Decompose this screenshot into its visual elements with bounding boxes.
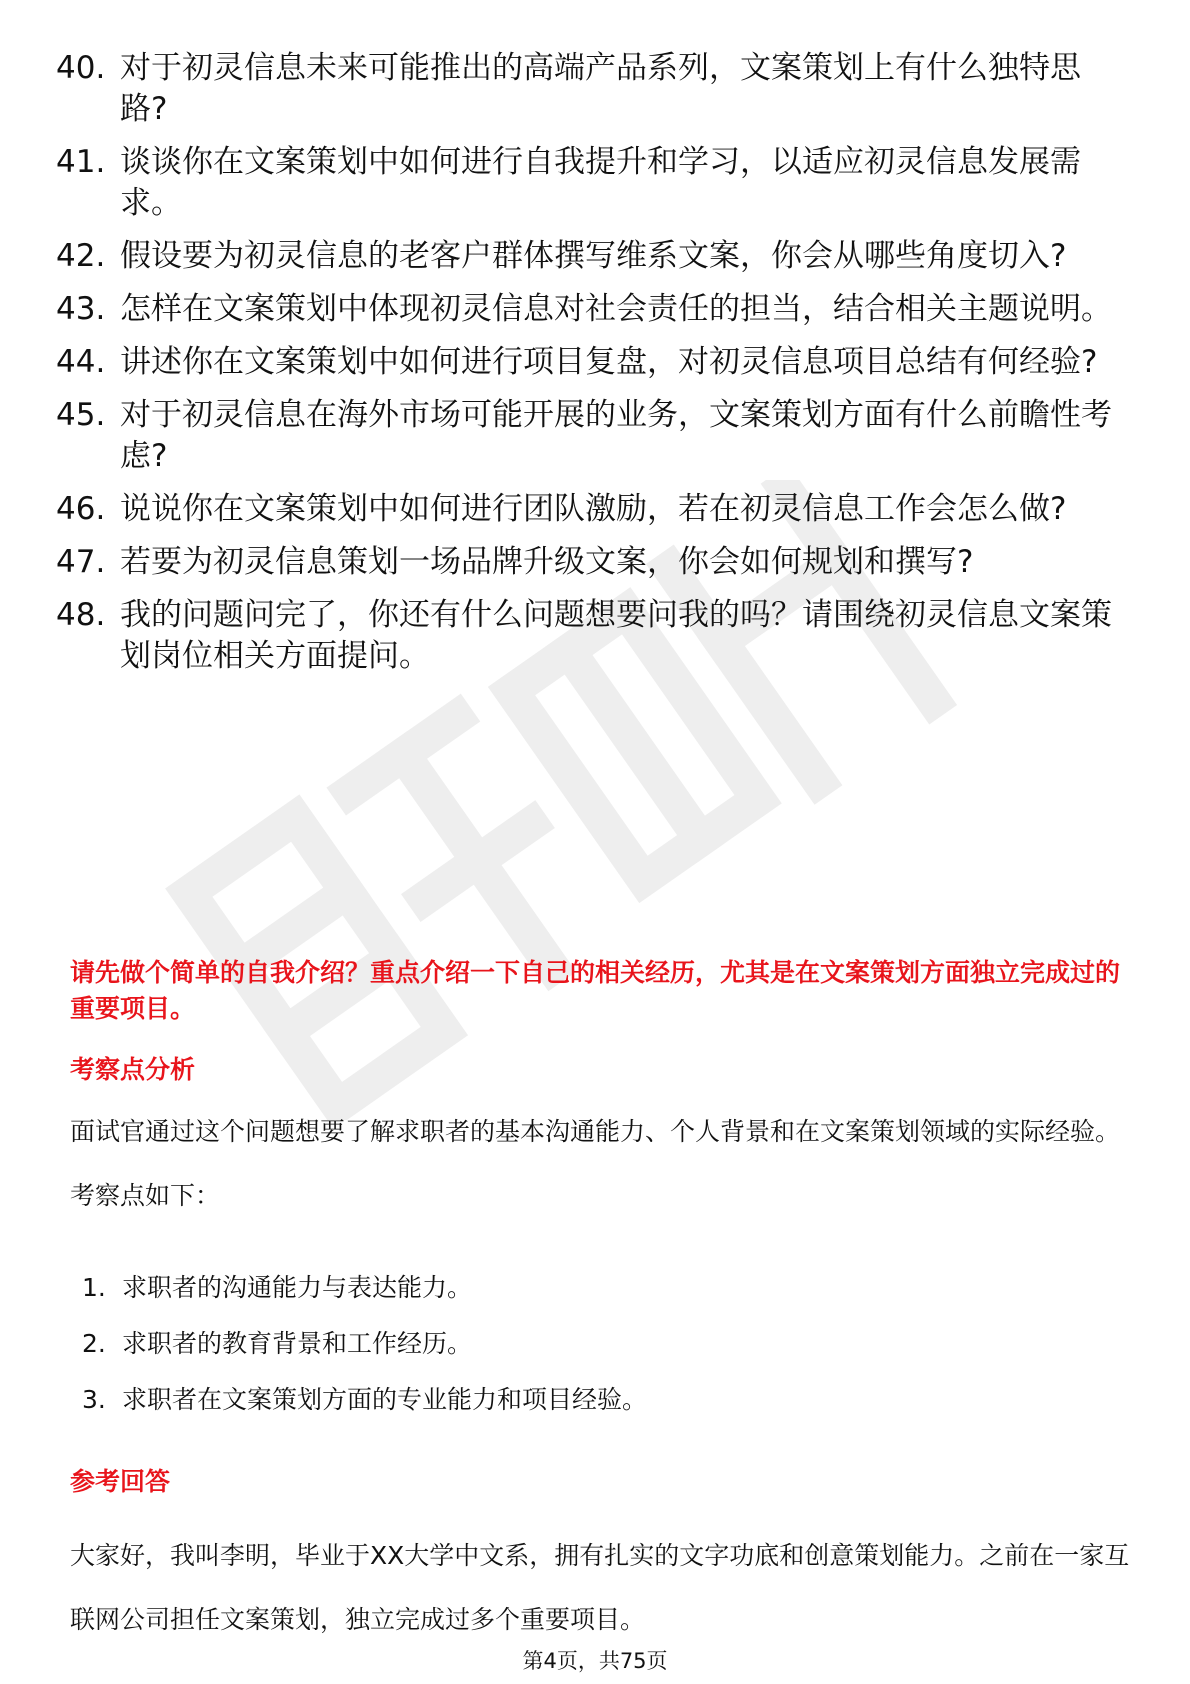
list-item xyxy=(56,342,1126,383)
point-number: 2. xyxy=(82,1329,106,1358)
list-item xyxy=(56,595,1126,677)
question-text: 假设要为初灵信息的老客户群体撰写维系文案，你会从哪些角度切入? xyxy=(120,238,1067,274)
question-text: 若要为初灵信息策划一场品牌升级文案，你会如何规划和撰写? xyxy=(120,544,974,580)
answer-heading: 参考回答 xyxy=(70,1467,171,1496)
question-number: 40. xyxy=(56,50,106,86)
question-number: 46. xyxy=(56,491,106,527)
point-text: 求职者在文案策划方面的专业能力和项目经验。 xyxy=(122,1385,648,1414)
list-item xyxy=(56,289,1126,330)
question-number: 42. xyxy=(56,238,106,274)
list-item xyxy=(56,489,1126,530)
list-item xyxy=(56,142,1126,224)
question-text: 说说你在文案策划中如何进行团队激励，若在初灵信息工作会怎么做? xyxy=(120,491,1067,527)
list-item xyxy=(56,48,1126,130)
question-number: 45. xyxy=(56,397,106,433)
question-number: 41. xyxy=(56,144,106,180)
question-text: 讲述你在文案策划中如何进行项目复盘，对初灵信息项目总结有何经验? xyxy=(120,344,1098,380)
list-item xyxy=(82,1316,647,1372)
list-item xyxy=(82,1260,647,1316)
point-text: 求职者的沟通能力与表达能力。 xyxy=(122,1273,473,1302)
question-text: 对于初灵信息在海外市场可能开展的业务，文案策划方面有什么前瞻性考虑? xyxy=(120,397,1112,474)
question-text: 我的问题问完了，你还有什么问题想要问我的吗？请围绕初灵信息文案策划岗位相关方面提问。 xyxy=(120,597,1112,674)
analysis-points xyxy=(82,1260,647,1428)
list-item xyxy=(56,542,1126,583)
question-number: 43. xyxy=(56,291,106,327)
question-text: 谈谈你在文案策划中如何进行自我提升和学习，以适应初灵信息发展需求。 xyxy=(120,144,1081,221)
point-number: 3. xyxy=(82,1385,106,1414)
page-footer: 第4页，共75页 xyxy=(522,1649,668,1673)
question-text: 对于初灵信息未来可能推出的高端产品系列，文案策划上有什么独特思路? xyxy=(120,50,1081,127)
question-number: 47. xyxy=(56,544,106,580)
question-number: 44. xyxy=(56,344,106,380)
question-list xyxy=(56,48,1126,689)
featured-question: 请先做个简单的自我介绍？重点介绍一下自己的相关经历，尤其是在文案策划方面独立完成过的重要项目。 xyxy=(70,958,1121,1023)
analysis-intro: 面试官通过这个问题想要了解求职者的基本沟通能力、个人背景和在文案策划领域的实际经验。考察点如下： xyxy=(70,1117,1121,1210)
list-item xyxy=(56,395,1126,477)
point-text: 求职者的教育背景和工作经历。 xyxy=(122,1329,473,1358)
question-text: 怎样在文案策划中体现初灵信息对社会责任的担当，结合相关主题说明。 xyxy=(120,291,1112,327)
list-item xyxy=(82,1372,647,1428)
analysis-heading: 考察点分析 xyxy=(70,1055,196,1084)
list-item xyxy=(56,236,1126,277)
question-number: 48. xyxy=(56,597,106,633)
point-number: 1. xyxy=(82,1273,106,1302)
answer-text: 大家好，我叫李明，毕业于XX大学中文系，拥有扎实的文字功底和创意策划能力。之前在一家互联网公司担任文案策划，独立完成过多个重要项目。 xyxy=(70,1541,1130,1634)
